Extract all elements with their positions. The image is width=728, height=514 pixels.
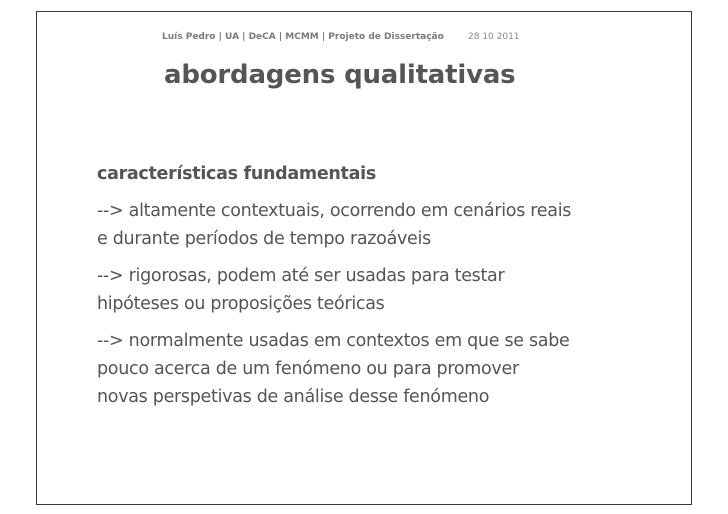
header-date: 28 10 2011 <box>468 32 520 42</box>
section-subtitle: características fundamentais <box>97 164 376 184</box>
header-meta: Luís Pedro | UA | DeCA | MCMM | Projeto de Dissertação <box>162 32 444 42</box>
bullet-point: --> altamente contextuais, ocorrendo em cenários reais e durante períodos de tempo razoáveis <box>97 201 572 249</box>
bullet-point: --> normalmente usadas em contextos em que se sabe pouco acerca de um fenómeno ou para promover novas perspetivas de análise desse fenómeno <box>97 331 570 407</box>
slide-title: abordagens qualitativas <box>164 60 516 90</box>
slide-header <box>162 32 520 42</box>
slide-content <box>97 160 657 420</box>
bullet-point: --> rigorosas, podem até ser usadas para testar hipóteses ou proposições teóricas <box>97 266 505 314</box>
